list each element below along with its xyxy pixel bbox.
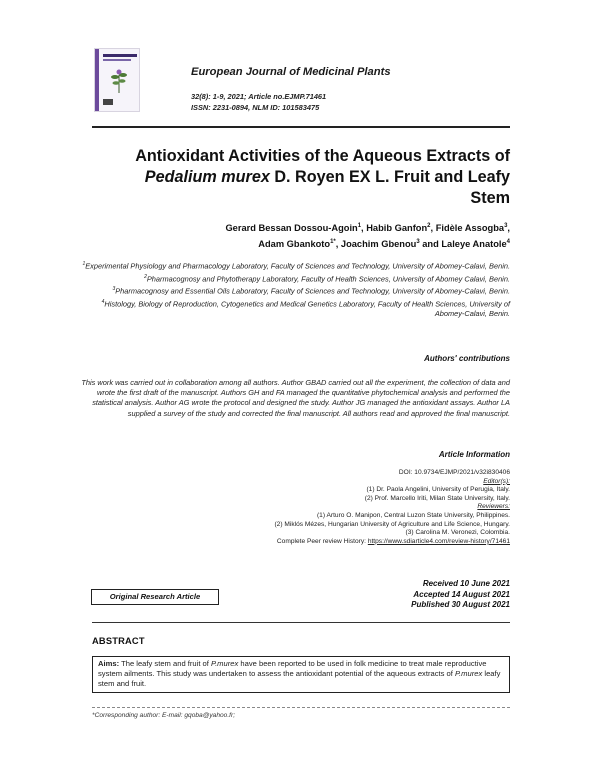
journal-cover-thumbnail xyxy=(94,48,140,112)
affiliation-text: Pharmacognosy and Essential Oils Laboratory, Faculty of Sciences and Technology, University of Abomey-Calavi, Benin. xyxy=(115,286,510,296)
journal-name: European Journal of Medicinal Plants xyxy=(191,66,391,78)
affiliation-item xyxy=(80,297,510,320)
aims-text: have been reported to be used in folk medicine to treat male reproductive system ailments. This study was undertaken to assess the antioxidant potential of the aqueous extracts of xyxy=(98,659,487,679)
author-name: Joachim Gbenou xyxy=(340,239,417,250)
aims-species: P.murex xyxy=(210,659,239,668)
affiliation-text: Histology, Biology of Reproduction, Cytogenetics and Medical Genetics Laboratory, Faculty of Health Sciences, University of Abomey-Calavi, Benin. xyxy=(104,299,510,319)
aims-text: leafy stem and fruit. xyxy=(98,669,501,689)
reviewer-item: (3) Carolina M. Veronezi, Colombia. xyxy=(405,529,510,537)
cover-color-band xyxy=(95,49,99,112)
affiliation-marker: 3 xyxy=(112,286,116,293)
title-species: Pedalium murex xyxy=(144,168,270,186)
author-list: Gerard Bessan Dossou-Agoin$^1$, Habib Ganfon$^2$, Fidèle Assogba$^3$, Adam Gbankoto$^{1*}$, Joachim Gbenou$^3$ and Laleye Anatole$^4$ xyxy=(225,223,510,250)
issn-line: ISSN: 2231-0894, NLM ID: 101583475 xyxy=(191,103,320,112)
affiliation-item xyxy=(80,259,510,272)
corresponding-author-note: *Corresponding author: E-mail: gqoba@yahoo.fr; xyxy=(92,712,236,719)
received-date: Received 10 June 2021 xyxy=(422,579,510,588)
author-affiliation-marker: 1 xyxy=(357,223,362,229)
title-line-1: Antioxidant Activities of the Aqueous Extracts of xyxy=(135,147,510,165)
contributions-heading: Authors' contributions xyxy=(424,354,510,363)
doi: DOI: 10.9734/EJMP/2021/v32i830406 xyxy=(398,469,510,476)
aims-species: P.murex xyxy=(454,669,483,679)
editor-item: (2) Prof. Marcello Iriti, Milan State University, Italy. xyxy=(364,494,510,502)
cover-title-bar xyxy=(103,54,137,57)
affiliation-marker: 1 xyxy=(82,261,86,267)
publication-dates xyxy=(300,579,510,611)
aims-text: The leafy stem and fruit of xyxy=(119,659,211,668)
affiliation-text: Pharmacognosy and Phytotherapy Laboratory, Faculty of Health Sciences, University of Abomey Calavi, Benin. xyxy=(146,274,510,284)
article-info-block xyxy=(92,469,510,546)
cover-subtitle-bar xyxy=(103,59,131,61)
author-name: Adam Gbankoto xyxy=(258,239,331,250)
accepted-date: Accepted 14 August 2021 xyxy=(413,589,510,599)
header-rule xyxy=(92,126,510,128)
author-name: Laleye Anatole xyxy=(441,239,507,250)
author-affiliation-marker: 2 xyxy=(427,223,431,229)
published-date: Published 30 August 2021 xyxy=(411,600,510,610)
author-affiliation-marker: 4 xyxy=(506,239,510,246)
section-rule xyxy=(92,622,510,623)
author-name: Habib Ganfon xyxy=(366,223,428,234)
contributions-text: This work was carried out in collaboration among all authors. Author GBAD carried out all the experiment, the collection of data and wrote the first draft of the manuscript. Authors GH and FA managed the quantitative phytochemical analysis and performed the statistical analysis. Author AG wrote the protocol and designed the study. Author JG managed the antioxidant assays. Author LA supplied a survey of the study and corrected the final manuscript. All authors read and approved the final manuscript. xyxy=(81,378,510,418)
affiliation-marker: 4 xyxy=(101,298,105,305)
abstract-heading: ABSTRACT xyxy=(92,636,145,646)
article-title xyxy=(92,146,510,209)
affiliation-item xyxy=(80,272,510,285)
aims-label: Aims: xyxy=(98,659,120,668)
editors-label: Editor(s): xyxy=(483,477,510,485)
affiliation-marker: 2 xyxy=(144,273,147,280)
affiliation-list xyxy=(80,259,510,319)
affiliation-item xyxy=(80,284,510,297)
article-info-heading: Article Information xyxy=(438,450,510,459)
editor-item: (1) Dr. Paola Angelini, University of Perugia, Italy. xyxy=(366,486,510,494)
title-line-3: Stem xyxy=(470,189,510,207)
author-name: Gerard Bessan Dossou-Agoin xyxy=(225,223,358,234)
review-history-label: Complete Peer review History: xyxy=(276,537,368,545)
reviewer-item: (2) Miklós Mézes, Hungarian University of Agriculture and Life Science, Hungary. xyxy=(274,520,510,528)
author-affiliation-marker: 1* xyxy=(330,239,336,246)
title-line-2: D. Royen EX L. Fruit and Leafy xyxy=(269,168,510,186)
abstract-aims-box xyxy=(92,656,510,693)
author-affiliation-marker: 3 xyxy=(416,239,420,246)
issue-line: 32(8): 1-9, 2021; Article no.EJMP.71461 xyxy=(191,92,327,101)
article-type-badge: Original Research Article xyxy=(91,589,219,605)
author-affiliation-marker: 3 xyxy=(504,223,508,229)
author-name: Fidèle Assogba xyxy=(435,223,505,234)
footnote-rule xyxy=(92,707,510,708)
reviewer-item: (1) Arturo O. Manipon, Central Luzon State University, Philippines. xyxy=(316,511,510,519)
plant-illustration-icon xyxy=(109,67,129,93)
affiliation-text: Experimental Physiology and Pharmacology Laboratory, Faculty of Sciences and Technology, University of Abomey-Calavi, Benin. xyxy=(85,261,510,271)
cover-barcode xyxy=(103,99,113,105)
review-history-link[interactable]: https://www.sdiarticle4.com/review-history/71461 xyxy=(367,537,510,545)
reviewers-label: Reviewers: xyxy=(477,503,510,511)
